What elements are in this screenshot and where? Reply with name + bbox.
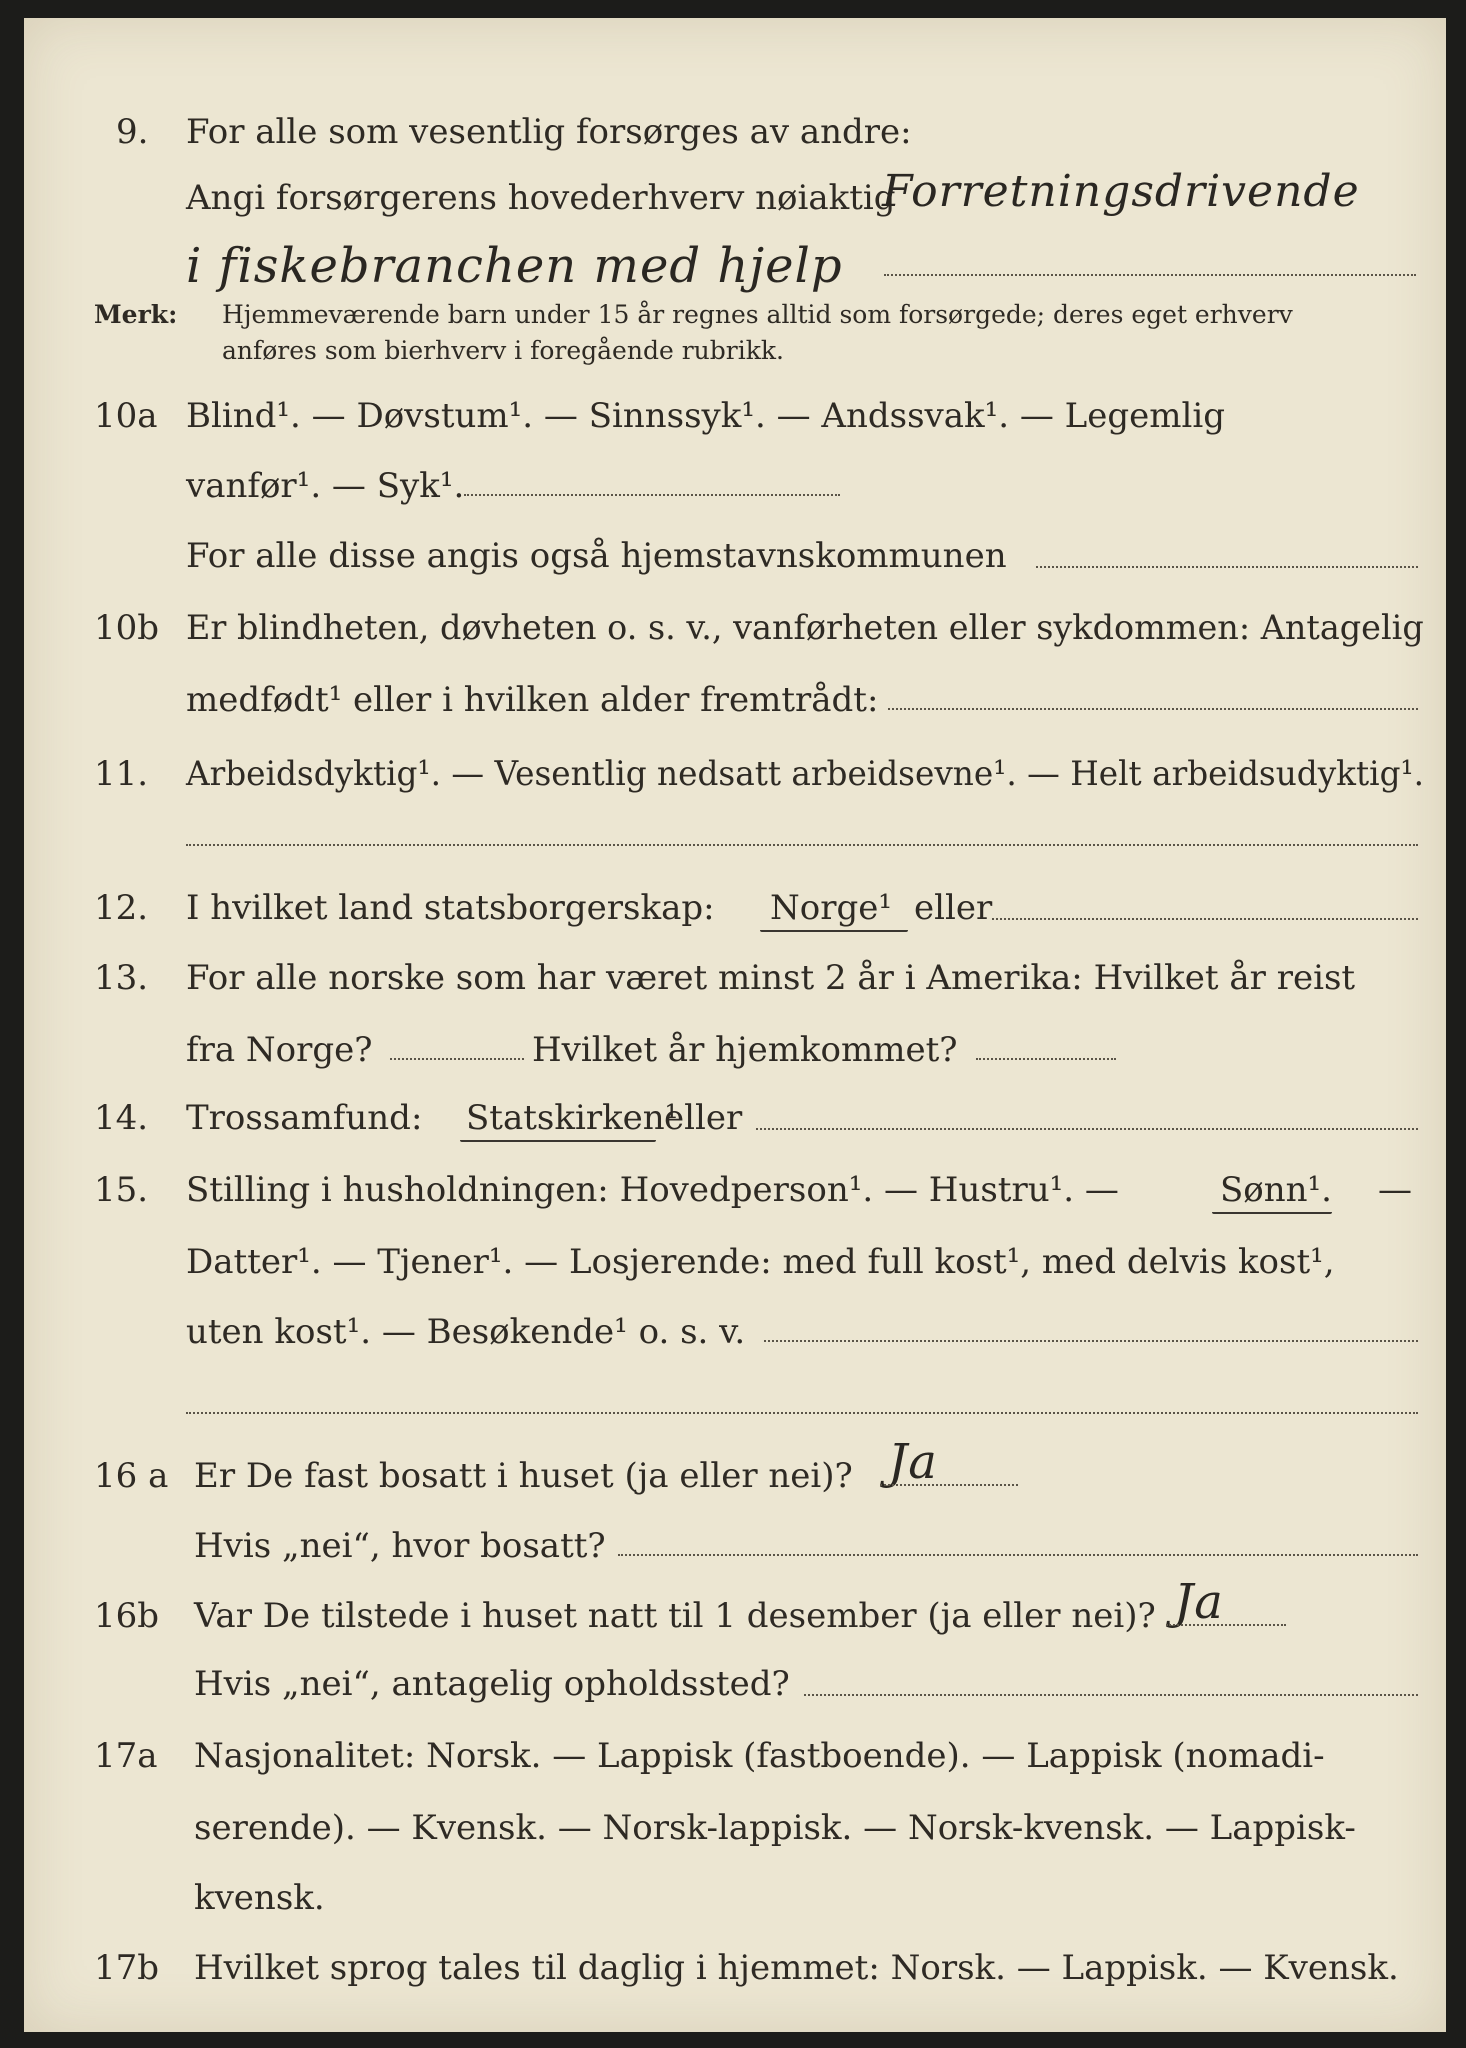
q16a-line1: Er De fast bosatt i huset (ja eller nei)? xyxy=(194,1456,853,1496)
q16b-number: 16b xyxy=(94,1596,160,1636)
q16a-line2-blank xyxy=(618,1554,1418,1556)
q9-line2: Angi forsørgerens hovederhverv nøiaktig xyxy=(186,178,896,218)
q13-line2a: fra Norge? xyxy=(186,1030,373,1070)
merk-label: Merk: xyxy=(94,300,178,329)
q12-suffix: eller xyxy=(914,888,993,928)
q10a-line3: For alle disse angis også hjemstavnskommunen xyxy=(186,536,1007,576)
merk-line2: anføres som bierhverv i foregående rubrikk. xyxy=(222,336,784,365)
q14-number: 14. xyxy=(94,1098,149,1138)
q16b-handwritten-answer: Ja xyxy=(1174,1574,1224,1630)
q15-underline-mark xyxy=(1212,1212,1332,1214)
q9-handwritten-answer-1: Forretningsdrivende xyxy=(882,166,1360,217)
q12-blank xyxy=(992,918,1418,920)
q14-choice-underlined: Statskirken¹ xyxy=(466,1098,679,1138)
q15-line1a: Stilling i husholdningen: Hovedperson¹. — Hustru¹. — xyxy=(186,1170,1119,1210)
q13-year-returned-blank xyxy=(976,1058,1116,1060)
q17a-line3: kvensk. xyxy=(194,1878,325,1918)
q13-line2b: Hvilket år hjemkommet? xyxy=(532,1030,958,1070)
q11-number: 11. xyxy=(94,754,149,794)
q11-line1: Arbeidsdyktig¹. — Vesentlig nedsatt arbeidsevne¹. — Helt arbeidsudyktig¹. xyxy=(186,754,1425,794)
q15-extra-blank xyxy=(186,1412,1418,1414)
q12-choice-underlined: Norge¹ xyxy=(770,888,892,928)
q10b-line2: medfødt¹ eller i hvilken alder fremtrådt: xyxy=(186,680,879,720)
q14-prefix: Trossamfund: xyxy=(186,1098,423,1138)
q16b-line2-blank xyxy=(804,1694,1418,1696)
q10a-line1: Blind¹. — Døvstum¹. — Sinnssyk¹. — Andssvak¹. — Legemlig xyxy=(186,396,1225,436)
q16b-answer-line xyxy=(1166,1624,1286,1626)
q10b-number: 10b xyxy=(94,608,160,648)
q12-underline-mark xyxy=(760,930,908,932)
q10a-line2-blank xyxy=(464,494,840,496)
q12-prefix: I hvilket land statsborgerskap: xyxy=(186,888,715,928)
q17a-line1: Nasjonalitet: Norsk. — Lappisk (fastboende). — Lappisk (nomadi- xyxy=(194,1736,1325,1776)
q17b-line1: Hvilket sprog tales til daglig i hjemmet: Norsk. — Lappisk. — Kvensk. xyxy=(194,1948,1399,1988)
q9-handwritten-answer-2: i fiskebranchen med hjelp xyxy=(186,238,843,294)
q14-underline-mark xyxy=(460,1140,656,1142)
q15-choice-underlined: Sønn¹. xyxy=(1220,1170,1332,1210)
q9-answer-line xyxy=(884,274,1416,276)
q11-blank xyxy=(186,844,1418,846)
q13-number: 13. xyxy=(94,958,149,998)
q10a-number: 10a xyxy=(94,396,158,436)
q13-year-left-blank xyxy=(390,1058,524,1060)
q9-number: 9. xyxy=(116,112,149,152)
q10a-line3-blank xyxy=(1036,566,1418,568)
q15-line3: uten kost¹. — Besøkende¹ o. s. v. xyxy=(186,1312,746,1352)
q16a-answer-line xyxy=(880,1484,1018,1486)
q16a-handwritten-answer: Ja xyxy=(888,1434,938,1490)
q15-line3-blank xyxy=(764,1340,1418,1342)
q16a-line2: Hvis „nei“, hvor bosatt? xyxy=(194,1526,606,1566)
q17a-number: 17a xyxy=(94,1736,158,1776)
q10a-line2: vanfør¹. — Syk¹. xyxy=(186,466,465,506)
q16b-line1: Var De tilstede i huset natt til 1 desember (ja eller nei)? xyxy=(194,1596,1156,1636)
q15-number: 15. xyxy=(94,1170,149,1210)
q17a-line2: serende). — Kvensk. — Norsk-lappisk. — Norsk-kvensk. — Lappisk- xyxy=(194,1808,1356,1848)
q15-line1c: — xyxy=(1378,1170,1412,1210)
census-form-page xyxy=(24,18,1446,2032)
q14-blank xyxy=(756,1128,1418,1130)
q16b-line2: Hvis „nei“, antagelig opholdssted? xyxy=(194,1664,790,1704)
q14-suffix: eller xyxy=(664,1098,743,1138)
q13-line1: For alle norske som har været minst 2 år i Amerika: Hvilket år reist xyxy=(186,958,1356,998)
q10b-line2-blank xyxy=(888,708,1418,710)
q9-line1: For alle som vesentlig forsørges av andre: xyxy=(186,112,912,152)
merk-line1: Hjemmeværende barn under 15 år regnes alltid som forsørgede; deres eget erhverv xyxy=(222,300,1293,329)
q10b-line1: Er blindheten, døvheten o. s. v., vanførheten eller sykdommen: Antagelig xyxy=(186,608,1424,648)
q12-number: 12. xyxy=(94,888,149,928)
q17b-number: 17b xyxy=(94,1948,160,1988)
q16a-number: 16 a xyxy=(94,1456,169,1496)
q15-line2: Datter¹. — Tjener¹. — Losjerende: med full kost¹, med delvis kost¹, xyxy=(186,1242,1335,1282)
